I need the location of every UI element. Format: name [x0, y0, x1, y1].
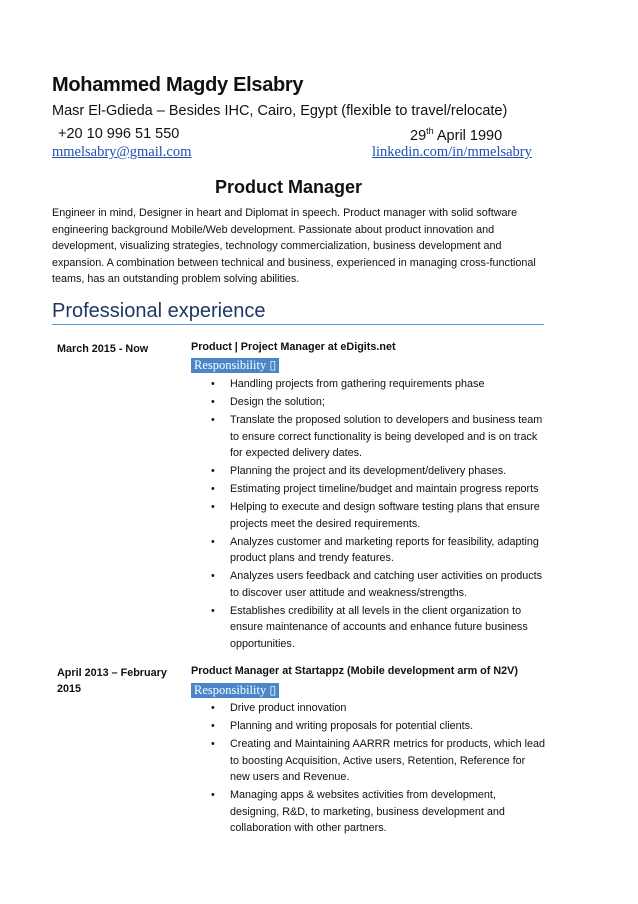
missing-glyph-icon: ▯: [269, 683, 277, 697]
job-title: Product | Project Manager at eDigits.net: [191, 341, 396, 353]
dob-rest: April 1990: [433, 127, 503, 144]
list-item: • Managing apps & websites activities from development, designing, R&D, to marketing, business development and collaboration with other partners.: [211, 789, 505, 834]
bullet-icon: •: [211, 378, 215, 390]
bullet-icon: •: [211, 570, 215, 582]
bullet-icon: •: [211, 789, 215, 801]
bullet-icon: •: [211, 738, 215, 750]
list-item: • Planning and writing proposals for potential clients.: [211, 718, 546, 735]
responsibility-label: [191, 683, 279, 698]
bullet-icon: •: [211, 535, 215, 548]
bullet-icon: •: [211, 604, 215, 617]
candidate-name: Mohammed Magdy Elsabry: [52, 74, 304, 96]
list-item: • Planning the project and its development/delivery phases.: [211, 463, 546, 480]
role-title: Product Manager: [215, 177, 363, 197]
job-dates: April 2013 – February 2015: [57, 667, 167, 695]
bullet-icon: •: [211, 414, 215, 426]
list-item: • Analyzes users feedback and catching user activities on products to discover user attitude and weakness/strengths.: [211, 570, 543, 599]
job-dates: March 2015 - Now: [57, 343, 149, 355]
list-item: • Drive product innovation: [211, 700, 546, 717]
list-item: • Creating and Maintaining AARRR metrics for products, which lead to boosting Acquisition, Active users, Retention, Reference for new users and Revenue.: [211, 738, 546, 783]
linkedin-link[interactable]: linkedin.com/in/mmelsabry: [372, 144, 532, 160]
bullet-icon: •: [211, 396, 215, 408]
list-item: • Analyzes customer and marketing reports for feasibility, adapting product plans and trendy features.: [211, 535, 539, 564]
list-item: • Establishes credibility at all levels in the client organization to ensure maintenance of accounts and enhance future business opportunities.: [211, 604, 528, 650]
bullet-icon: •: [211, 702, 215, 714]
bullet-icon: •: [211, 720, 215, 732]
dob-suffix: th: [426, 126, 434, 136]
bullet-icon: •: [211, 465, 215, 477]
responsibility-label: [191, 358, 279, 373]
job-bullets: [211, 376, 546, 654]
job-title: Product Manager at Startappz (Mobile development arm of N2V): [191, 665, 518, 677]
list-item: • Translate the proposed solution to developers and business team to ensure correct functionality is being developed and is on track for expected delivery dates.: [211, 414, 543, 459]
date-of-birth: [410, 126, 502, 144]
responsibility-text: Responsibility: [194, 683, 267, 697]
phone-number: +20 10 996 51 550: [58, 126, 180, 142]
bullet-icon: •: [211, 501, 215, 513]
email-link[interactable]: mmelsabry@gmail.com: [52, 144, 192, 160]
job-bullets: [211, 700, 546, 838]
list-item: • Handling projects from gathering requirements phase: [211, 376, 546, 393]
summary-paragraph: Engineer in mind, Designer in heart and Diplomat in speech. Product manager with solid software engineering background Mobile/Web development. Passionate about product innovation and development, visualizing strategies, technology commercialization, business development and expansion. A combination between technical and business, experienced in managing cross-functional teams, has an outstanding problem solving abilities.: [52, 207, 536, 286]
address: Masr El-Gdieda – Besides IHC, Cairo, Egypt (flexible to travel/relocate): [52, 103, 508, 119]
section-title: Professional experience: [52, 300, 266, 322]
list-item: • Helping to execute and design software testing plans that ensure projects meet the desired requirements.: [211, 501, 540, 530]
missing-glyph-icon: ▯: [269, 358, 277, 372]
list-item: • Estimating project timeline/budget and maintain progress reports: [211, 481, 546, 498]
section-divider: [52, 324, 544, 325]
responsibility-text: Responsibility: [194, 358, 267, 372]
bullet-icon: •: [211, 483, 215, 495]
list-item: • Design the solution;: [211, 394, 546, 411]
dob-day: 29: [410, 127, 427, 144]
